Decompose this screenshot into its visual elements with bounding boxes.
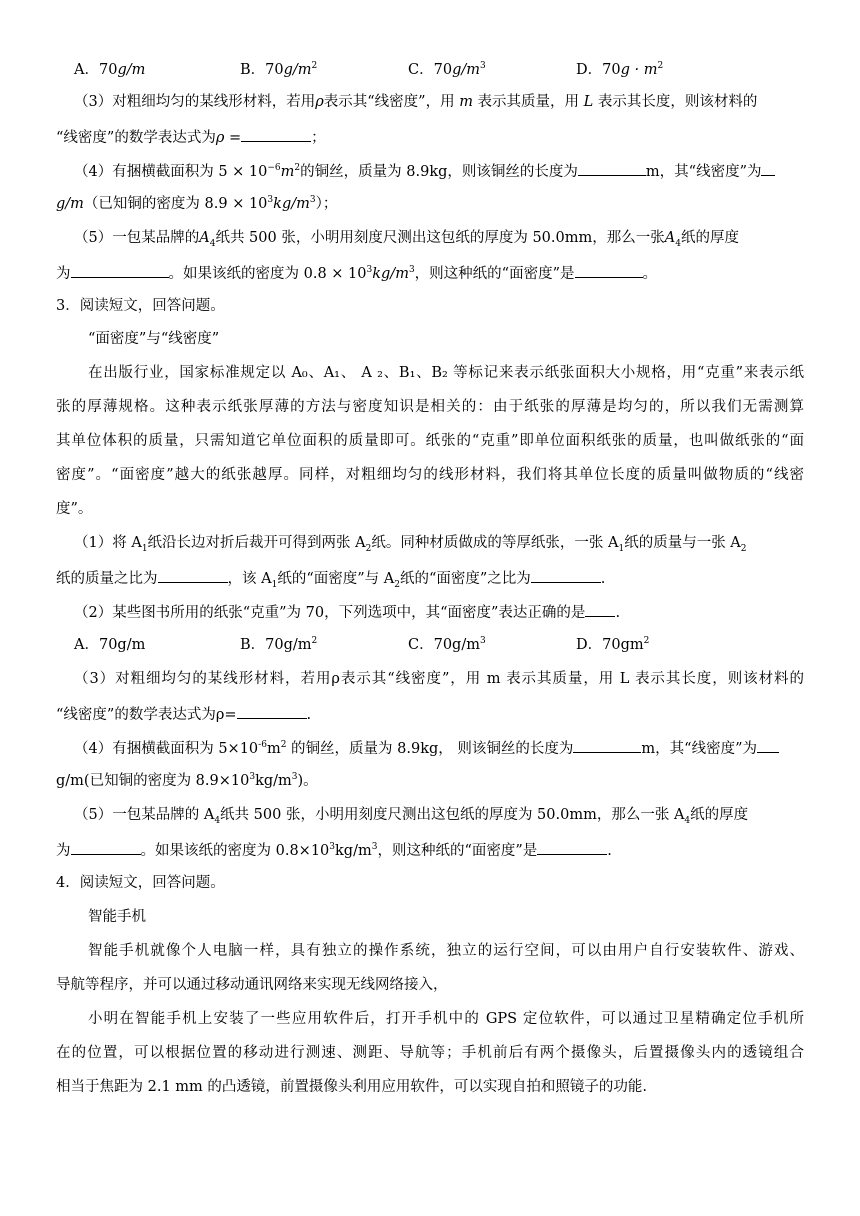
answer-blank[interactable] [71,839,141,855]
answer-blank[interactable] [537,839,607,855]
answer-blank[interactable] [575,262,643,278]
top-q3-line2: “线密度”的数学表达式为ρ = ； [56,126,326,148]
top-q3-line1: （3）对粗细均匀的某线形材料，若用ρ表示其“线密度”，用 m 表示其质量，用 L 表示其长度，则该材料的 [74,94,758,110]
section3-para-line: 密度”。“面密度”越大的纸张越厚。同样，对粗细均匀的线形材料，我们将其单位长度的质量叫做物质的“线密 [56,467,804,483]
section4-para-line: 小明在智能手机上安装了一些应用软件后，打开手机中的 GPS 定位软件，可以通过卫星精确定位手机所 [88,1011,804,1027]
top-option-a: A．70g/m [74,62,146,78]
section3-heading: 3．阅读短文，回答问题。 [56,298,225,314]
top-q4-line2: g/m（已知铜的密度为 $8.9 \times 10^3kg/m^3$）； [56,195,338,212]
section3-q5-line2: 为 。如果该纸的密度为 $0.8\times 10^3kg/m^3$，则这种纸的“面密度”是 . [56,839,612,861]
section3-q1-line2: 纸的质量之比为 ，该 $A_1$纸的“面密度”与 $A_2$纸的“面密度”之比为 . [56,567,605,589]
top-option-b: B．$70g/m^2$ [240,61,318,78]
answer-blank[interactable] [531,567,601,583]
section4-para-line: 在的位置，可以根据位置的移动进行测速、测距、导航等；手机前后有两个摄像头，后置摄像头内的透镜组合 [56,1045,804,1061]
section3-q4-line1: （4）有捆横截面积为 $5\times 10^{-6}m^2$ 的铜丝，质量为 8.9kg， 则该铜丝的长度为 m，其“线密度”为 [74,737,779,759]
section3-q2: （2）某些图书所用的纸张“克重”为 70，下列选项中，其“面密度”表达正确的是 . [74,601,620,623]
section3-title: “面密度”与“线密度” [88,331,220,347]
answer-blank[interactable] [158,567,228,583]
top-option-c: C．$70g/m^3$ [408,61,486,78]
section3-q3-line1: （3）对粗细均匀的某线形材料，若用ρ表示其“线密度”，用 m 表示其质量，用 L 表示其长度，则该材料的 [74,671,804,687]
answer-blank[interactable] [237,703,307,719]
section3-q4-line2: g/m(已知铜的密度为 $8.9\times 10^3kg/m^3$)。 [56,772,318,789]
answer-blank[interactable] [241,126,311,142]
answer-blank[interactable] [573,737,641,753]
section3-para-line: 度”。 [56,501,93,517]
section3-q5-line1: （5）一包某品牌的 $A_4$纸共 500 张，小明用刻度尺测出这包纸的厚度为 50.0mm，那么一张 $A_4$纸的厚度 [74,807,749,826]
section3-q1-line1: （1）将 $A_1$纸沿长边对折后裁开可得到两张 $A_2$纸。同种材质做成的等厚纸张，一张 $A_1$纸的质量与一张 $A_2$ [74,535,747,554]
section4-title: 智能手机 [88,909,146,925]
top-q5-line1: （5）一包某品牌的$A_4$纸共 500 张，小明用刻度尺测出这包纸的厚度为 50.0mm，那么一张$A_4$纸的厚度 [74,230,739,249]
section4-para-line: 智能手机就像个人电脑一样，具有独立的操作系统，独立的运行空间，可以由用户自行安装软件、游戏、 [88,943,804,959]
top-option-d: D．$70g \cdot m^2$ [576,61,664,78]
section3-para-line: 张的厚薄规格。这种表示纸张厚薄的方法与密度知识是相关的：由于纸张的厚薄是均匀的，所以我们无需测算 [56,399,804,415]
section3-option-c: C．$70g/m^3$ [408,636,486,653]
answer-blank[interactable] [71,262,169,278]
section3-option-b: B．$70g/m^2$ [240,636,318,653]
section3-option-d: D．$70gm^2$ [576,636,650,653]
section4-heading: 4．阅读短文，回答问题。 [56,875,225,891]
section4-para-line: 导航等程序，并可以通过移动通讯网络来实现无线网络接入， [56,977,448,993]
section3-para-line: 其单位体积的质量，只需知道它单位面积的质量即可。纸张的“克重”即单位面积纸张的质量，也叫做纸张的“面 [56,433,804,449]
section3-option-a: A．70g/m [74,637,146,653]
top-q4-line1: （4）有捆横截面积为 $5 \times 10^{-6}m^2$的铜丝，质量为 8.9kg，则该铜丝的长度为 m，其“线密度”为 [74,160,775,182]
answer-blank[interactable] [585,601,615,617]
answer-blank[interactable] [578,160,646,176]
answer-blank[interactable] [761,160,775,176]
top-q5-line2: 为 。如果该纸的密度为 $0.8 \times 10^3kg/m^3$，则这种纸的“面密度”是 。 [56,262,657,284]
section4-para-line: 相当于焦距为 2.1 mm 的凸透镜，前置摄像头利用应用软件，可以实现自拍和照镜子的功能. [56,1079,647,1095]
answer-blank[interactable] [757,737,779,753]
section3-q3-line2: “线密度”的数学表达式为ρ= . [56,703,311,725]
section3-para-line: 在出版行业，国家标准规定以 A₀、A₁、 A ₂、B₁、B₂ 等标记来表示纸张面积大小规格，用“克重”来表示纸 [88,365,804,381]
